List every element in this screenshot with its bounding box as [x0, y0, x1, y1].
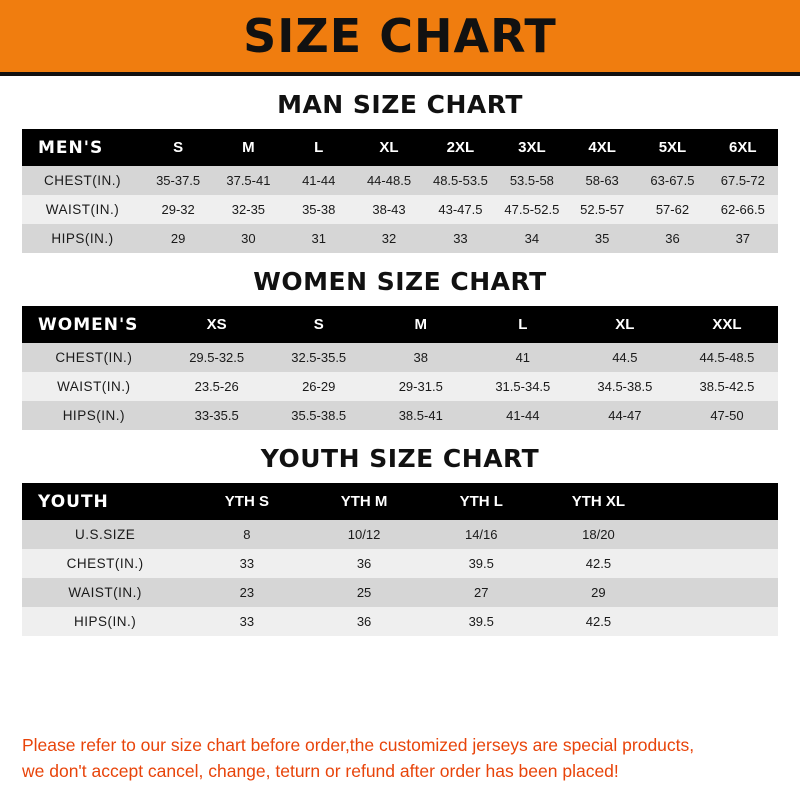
table-cell: 23.5-26 — [166, 372, 268, 401]
table-cell: 36 — [305, 549, 422, 578]
table-cell: 33 — [188, 607, 305, 636]
section-title-women: WOMEN SIZE CHART — [253, 267, 547, 296]
table-row — [22, 520, 778, 549]
table-cell: 33-35.5 — [166, 401, 268, 430]
table-header-row — [22, 306, 778, 343]
column-header: L — [284, 129, 354, 166]
table-row — [22, 195, 778, 224]
footnote-line-2: we don't accept cancel, change, teturn or refund after order has been placed! — [22, 760, 619, 781]
column-header: MEN'S — [22, 129, 143, 166]
table-cell: 44-48.5 — [354, 166, 424, 195]
table-cell: 30 — [213, 224, 283, 253]
table-row — [22, 166, 778, 195]
table-row — [22, 401, 778, 430]
table-cell: 35-37.5 — [143, 166, 213, 195]
table-cell: 38 — [370, 343, 472, 372]
column-header: YTH L — [423, 483, 540, 520]
column-header: L — [472, 306, 574, 343]
row-label: WAIST(IN.) — [22, 578, 188, 607]
table-cell: 44-47 — [574, 401, 676, 430]
table-cell: 39.5 — [423, 549, 540, 578]
table-cell: 23 — [188, 578, 305, 607]
row-label: HIPS(IN.) — [22, 607, 188, 636]
column-header: XS — [166, 306, 268, 343]
table-cell: 63-67.5 — [637, 166, 707, 195]
column-header: 3XL — [497, 129, 567, 166]
table-cell: 47.5-52.5 — [497, 195, 567, 224]
column-header: 2XL — [424, 129, 497, 166]
table-cell: 48.5-53.5 — [424, 166, 497, 195]
table-cell: 44.5 — [574, 343, 676, 372]
table-cell: 29 — [540, 578, 657, 607]
table-cell: 44.5-48.5 — [676, 343, 778, 372]
table-cell: 29-32 — [143, 195, 213, 224]
table-cell: 14/16 — [423, 520, 540, 549]
table-cell-spacer — [657, 549, 778, 578]
column-header: 6XL — [708, 129, 778, 166]
section-man — [0, 90, 800, 253]
column-header: YTH M — [305, 483, 422, 520]
column-header: M — [213, 129, 283, 166]
table-cell: 33 — [188, 549, 305, 578]
table-cell: 27 — [423, 578, 540, 607]
column-header: XXL — [676, 306, 778, 343]
column-header: S — [268, 306, 370, 343]
column-header: YOUTH — [22, 483, 188, 520]
table-cell: 42.5 — [540, 549, 657, 578]
table-row — [22, 578, 778, 607]
table-cell: 41-44 — [472, 401, 574, 430]
table-youth — [22, 483, 778, 636]
banner-divider — [0, 72, 800, 76]
table-header-row — [22, 129, 778, 166]
footnote — [0, 733, 800, 784]
table-cell: 41 — [472, 343, 574, 372]
table-cell: 38-43 — [354, 195, 424, 224]
table-cell: 29.5-32.5 — [166, 343, 268, 372]
table-women — [22, 306, 778, 430]
table-cell: 41-44 — [284, 166, 354, 195]
table-cell: 67.5-72 — [708, 166, 778, 195]
row-label: WAIST(IN.) — [22, 195, 143, 224]
table-cell: 43-47.5 — [424, 195, 497, 224]
table-row — [22, 607, 778, 636]
row-label: WAIST(IN.) — [22, 372, 166, 401]
section-youth — [0, 444, 800, 636]
table-cell: 18/20 — [540, 520, 657, 549]
table-cell: 52.5-57 — [567, 195, 637, 224]
table-cell: 38.5-41 — [370, 401, 472, 430]
table-cell: 39.5 — [423, 607, 540, 636]
table-cell: 47-50 — [676, 401, 778, 430]
row-label: CHEST(IN.) — [22, 166, 143, 195]
table-cell: 8 — [188, 520, 305, 549]
table-cell: 34.5-38.5 — [574, 372, 676, 401]
table-header-row — [22, 483, 778, 520]
table-cell: 34 — [497, 224, 567, 253]
page-banner — [0, 0, 800, 72]
table-cell: 37 — [708, 224, 778, 253]
row-label: HIPS(IN.) — [22, 401, 166, 430]
table-cell-spacer — [657, 520, 778, 549]
table-cell: 36 — [305, 607, 422, 636]
table-row — [22, 224, 778, 253]
table-cell: 32.5-35.5 — [268, 343, 370, 372]
table-cell: 32-35 — [213, 195, 283, 224]
column-header: WOMEN'S — [22, 306, 166, 343]
column-header: YTH XL — [540, 483, 657, 520]
table-cell: 35-38 — [284, 195, 354, 224]
table-row — [22, 549, 778, 578]
table-cell: 32 — [354, 224, 424, 253]
table-cell: 37.5-41 — [213, 166, 283, 195]
table-cell: 57-62 — [637, 195, 707, 224]
row-label: CHEST(IN.) — [22, 549, 188, 578]
table-cell: 35.5-38.5 — [268, 401, 370, 430]
table-cell: 31 — [284, 224, 354, 253]
table-cell: 38.5-42.5 — [676, 372, 778, 401]
table-row — [22, 343, 778, 372]
column-header: M — [370, 306, 472, 343]
table-cell: 53.5-58 — [497, 166, 567, 195]
column-header: 4XL — [567, 129, 637, 166]
section-title-man: MAN SIZE CHART — [277, 90, 523, 119]
table-cell: 58-63 — [567, 166, 637, 195]
table-cell: 10/12 — [305, 520, 422, 549]
column-header-spacer — [657, 483, 778, 520]
section-title-youth: YOUTH SIZE CHART — [260, 444, 540, 473]
table-cell: 35 — [567, 224, 637, 253]
column-header: 5XL — [637, 129, 707, 166]
row-label: U.S.SIZE — [22, 520, 188, 549]
row-label: CHEST(IN.) — [22, 343, 166, 372]
table-cell: 26-29 — [268, 372, 370, 401]
table-cell: 36 — [637, 224, 707, 253]
column-header: XL — [354, 129, 424, 166]
table-row — [22, 372, 778, 401]
table-cell: 33 — [424, 224, 497, 253]
column-header: YTH S — [188, 483, 305, 520]
table-cell-spacer — [657, 578, 778, 607]
table-cell: 25 — [305, 578, 422, 607]
table-cell: 62-66.5 — [708, 195, 778, 224]
column-header: XL — [574, 306, 676, 343]
column-header: S — [143, 129, 213, 166]
table-cell: 31.5-34.5 — [472, 372, 574, 401]
table-man — [22, 129, 778, 253]
footnote-line-1: Please refer to our size chart before order,the customized jerseys are special products, — [22, 735, 695, 756]
row-label: HIPS(IN.) — [22, 224, 143, 253]
table-cell: 42.5 — [540, 607, 657, 636]
section-women — [0, 267, 800, 430]
table-cell-spacer — [657, 607, 778, 636]
table-cell: 29 — [143, 224, 213, 253]
table-cell: 29-31.5 — [370, 372, 472, 401]
page-title: SIZE CHART — [243, 9, 557, 63]
